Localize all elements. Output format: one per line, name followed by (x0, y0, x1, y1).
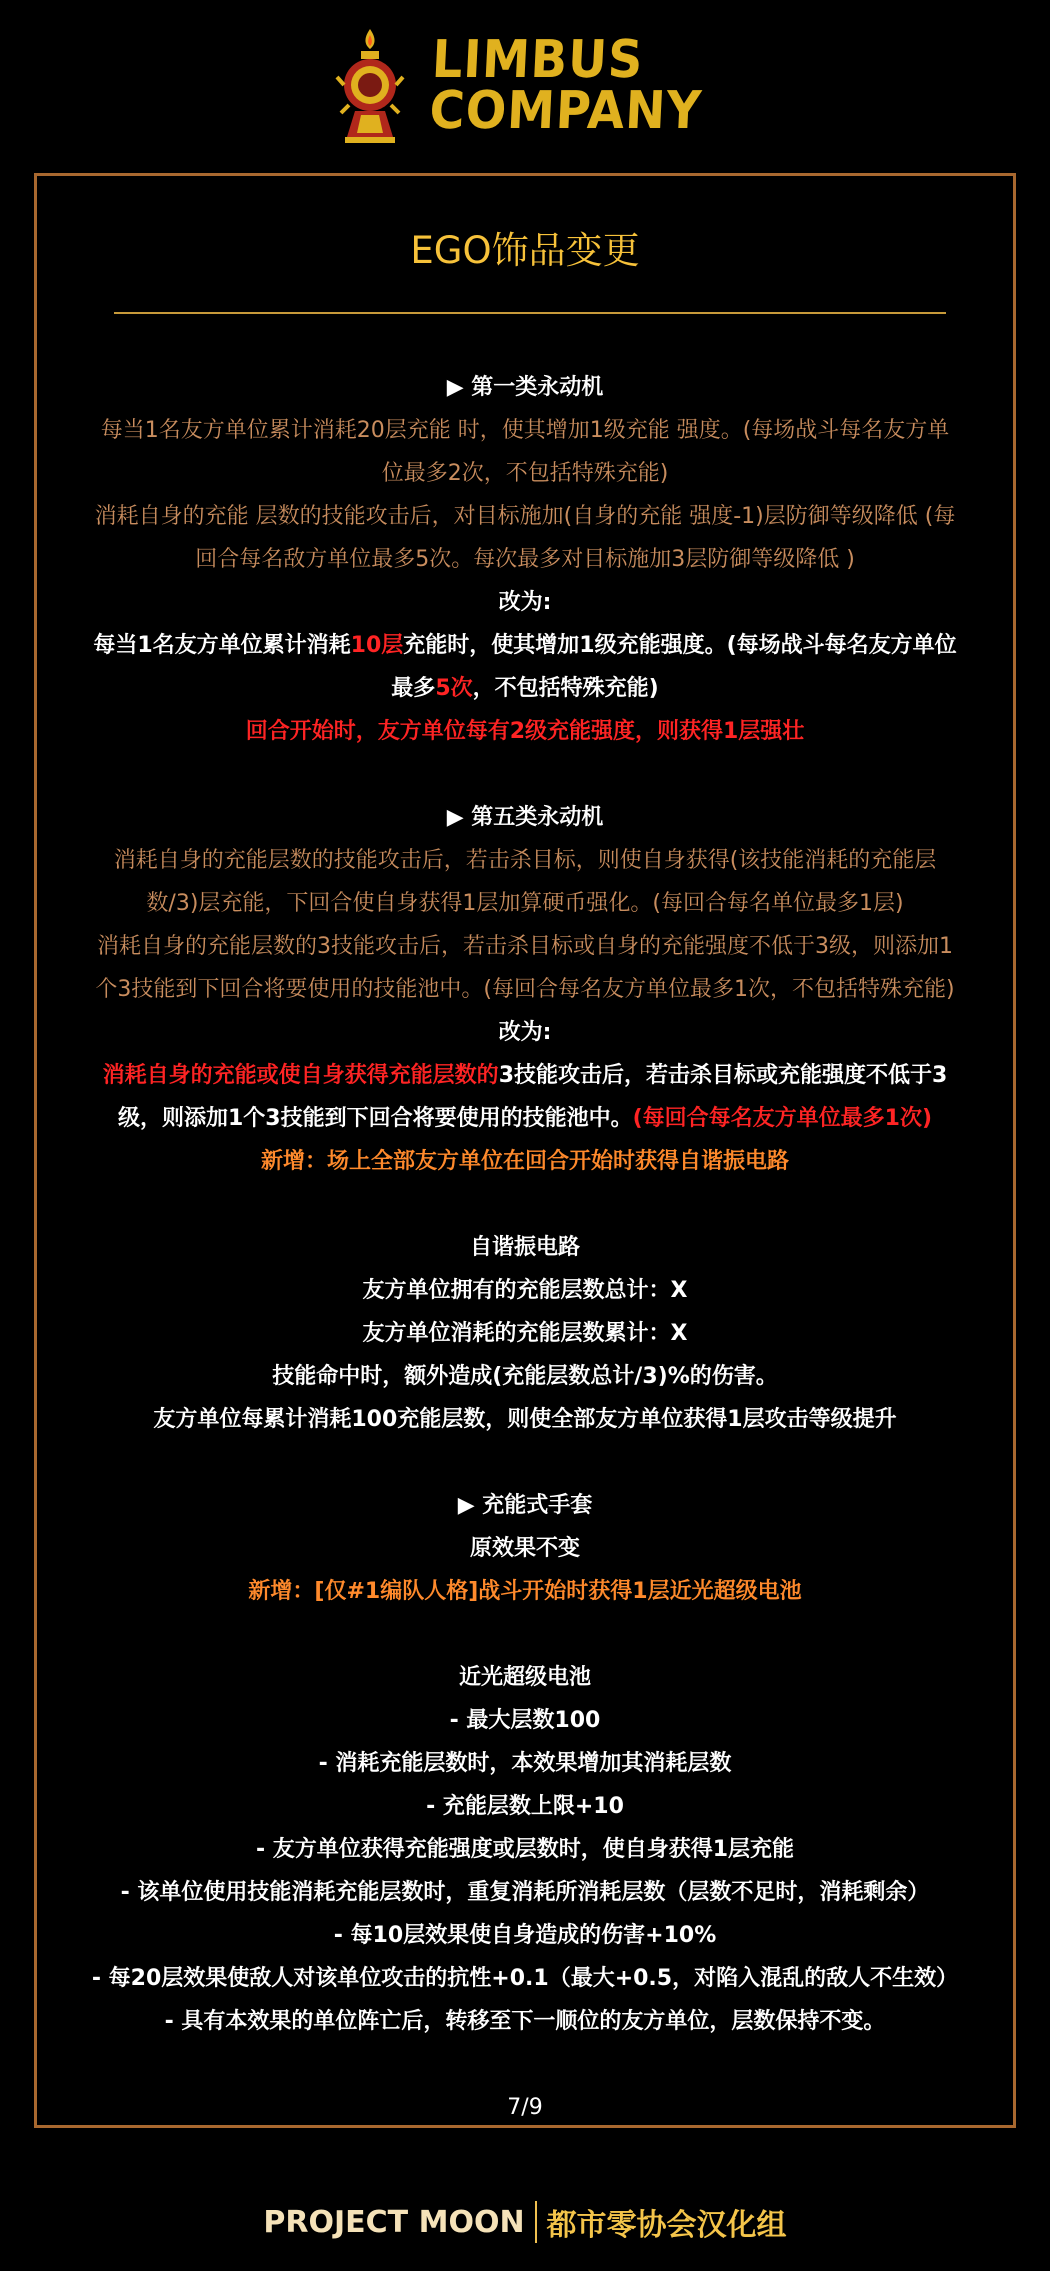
circuit-line: 友方单位消耗的充能层数累计：X (362, 1321, 688, 1346)
section-heading: ▶ 充能式手套 (457, 1493, 593, 1518)
battery-line: - 友方单位获得充能强度或层数时，使自身获得1层充能 (255, 1837, 795, 1862)
new-effect-added: 新增：[仅#1编队人格]战斗开始时获得1层近光超级电池 (248, 1579, 802, 1604)
footer-translation-group: 都市零协会汉化组 (546, 2208, 787, 2243)
logo-wordmark (428, 30, 705, 141)
new-effect-text: 最多 (391, 676, 436, 701)
new-effect-highlight: 10层 (350, 633, 404, 658)
circuit-line: 友方单位拥有的充能层数总计：X (362, 1278, 688, 1303)
circuit-name: 自谐振电路 (469, 1235, 580, 1260)
unchanged-label: 原效果不变 (469, 1536, 580, 1561)
old-effect-line: 消耗自身的充能 层数的技能攻击后，对目标施加(自身的充能 强度-1)层防御等级降低 (每 (94, 504, 956, 529)
old-effect-line: 数/3)层充能，下回合使自身获得1层加算硬币强化。(每回合每名单位最多1层) (146, 891, 904, 916)
new-effect-text: 每当1名友方单位累计消耗 (93, 633, 351, 658)
footer-project-moon: PROJECT MOON (263, 2204, 525, 2240)
limbus-company-emblem-icon (335, 27, 405, 145)
old-effect-line: 个3技能到下回合将要使用的技能池中。(每回合每名友方单位最多1次，不包括特殊充能) (95, 977, 955, 1002)
new-effect-line (50, 1097, 1000, 1140)
old-effect-line: 消耗自身的充能层数的技能攻击后，若击杀目标，则使自身获得(该技能消耗的充能层 (113, 848, 937, 873)
new-effect-text: 充能时，使其增加1级充能强度。(每场战斗每名友方单位 (403, 633, 957, 658)
circuit-line: 友方单位每累计消耗100充能层数，则使全部友方单位获得1层攻击等级提升 (153, 1407, 897, 1432)
battery-line: - 最大层数100 (449, 1708, 601, 1733)
new-effect-highlight: 消耗自身的充能或使自身获得充能层数的 (102, 1063, 499, 1088)
footer-divider (535, 2201, 537, 2243)
battery-name: 近光超级电池 (458, 1665, 591, 1690)
new-effect-line (50, 667, 1000, 710)
new-effect-highlight: 5次 (435, 676, 473, 701)
battery-line: - 每10层效果使自身造成的伤害+10% (333, 1923, 717, 1948)
old-effect-line: 每当1名友方单位累计消耗20层充能 时，使其增加1级充能 强度。(每场战斗每名友方单 (100, 418, 950, 443)
logo-line-1: LIMBUS (430, 30, 645, 91)
new-effect-text: ，不包括特殊充能) (472, 676, 659, 701)
new-effect-line (50, 1054, 1000, 1097)
old-effect-line: 回合每名敌方单位最多5次。每次最多对目标施加3层防御等级降低 ) (195, 547, 855, 572)
section-heading: ▶ 第一类永动机 (446, 375, 604, 400)
footer (0, 2200, 1050, 2244)
new-effect-text: 3技能攻击后，若击杀目标或充能强度不低于3 (498, 1063, 948, 1088)
new-effect-text: 级，则添加1个3技能到下回合将要使用的技能池中。 (117, 1106, 633, 1131)
main-content (50, 366, 1000, 2129)
old-effect-line: 消耗自身的充能层数的3技能攻击后，若击杀目标或自身的充能强度不低于3级，则添加1 (97, 934, 953, 959)
change-label: 改为: (498, 1020, 552, 1045)
new-effect-added: 回合开始时，友方单位每有2级充能强度，则获得1层强壮 (245, 719, 805, 744)
section-heading: ▶ 第五类永动机 (446, 805, 604, 830)
battery-line: - 每20层效果使敌人对该单位攻击的抗性+0.1（最大+0.5，对陷入混乱的敌人不生效） (91, 1966, 959, 1991)
title-divider (114, 312, 946, 314)
battery-line: - 具有本效果的单位阵亡后，转移至下一顺位的友方单位，层数保持不变。 (164, 2009, 886, 2034)
change-label: 改为: (498, 590, 552, 615)
header-logo (0, 22, 1050, 150)
old-effect-line: 位最多2次，不包括特殊充能) (381, 461, 669, 486)
circuit-line: 技能命中时，额外造成(充能层数总计/3)%的伤害。 (272, 1364, 778, 1389)
new-effect-line (50, 624, 1000, 667)
new-effect-highlight: (每回合每名友方单位最多1次) (632, 1106, 933, 1131)
logo-line-2: COMPANY (428, 81, 704, 141)
battery-line: - 该单位使用技能消耗充能层数时，重复消耗所消耗层数（层数不足时，消耗剩余） (120, 1880, 930, 1905)
page-indicator: 7/9 (507, 2095, 543, 2120)
new-effect-added: 新增：场上全部友方单位在回合开始时获得自谐振电路 (260, 1149, 789, 1174)
page-title: EGO饰品变更 (410, 229, 640, 272)
battery-line: - 消耗充能层数时，本效果增加其消耗层数 (318, 1751, 732, 1776)
battery-line: - 充能层数上限+10 (426, 1794, 624, 1819)
